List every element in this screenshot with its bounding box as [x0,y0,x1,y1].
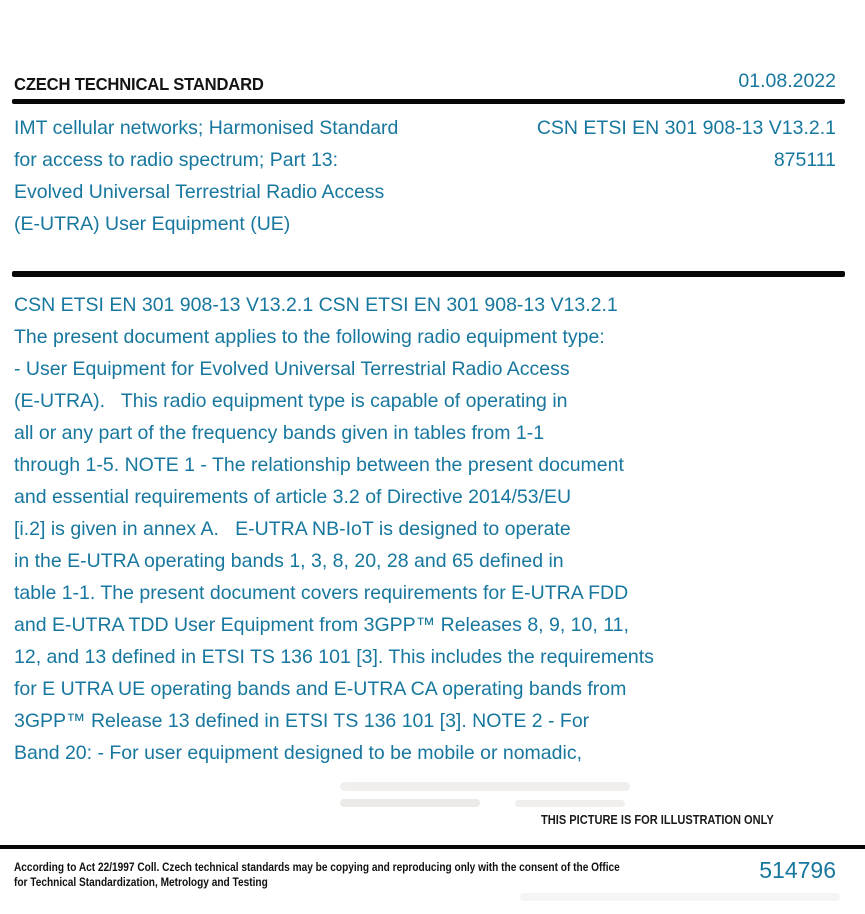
abstract-line: for E UTRA UE operating bands and E-UTRA CA operating bands from [14,678,627,700]
copyright-notice [14,861,620,891]
publication-date: 01.08.2022 [738,70,836,92]
footer-divider-rule [0,845,865,849]
subject-line: for access to radio spectrum; Part 13: [14,149,339,171]
abstract-line: 12, and 13 defined in ETSI TS 136 101 [3]. This includes the requirements [14,646,654,668]
subject-line: Evolved Universal Terrestrial Radio Access [14,181,385,203]
abstract-line: table 1-1. The present document covers requirements for E-UTRA FDD [14,582,629,604]
catalog-number: 875111 [773,149,836,171]
title-divider-rule [12,271,845,277]
faint-watermark [520,893,840,901]
abstract-line: Band 20: - For user equipment designed to be mobile or nomadic, [14,742,582,764]
standard-subject [14,112,398,240]
abstract-line: in the E-UTRA operating bands 1, 3, 8, 20, 28 and 65 defined in [14,550,564,572]
standard-number: CSN ETSI EN 301 908-13 V13.2.1 [536,117,836,139]
abstract-line: - User Equipment for Evolved Universal Terrestrial Radio Access [14,358,570,380]
abstract-line: 3GPP™ Release 13 defined in ETSI TS 136 101 [3]. NOTE 2 - For [14,710,590,732]
abstract-line: through 1-5. NOTE 1 - The relationship between the present document [14,454,624,476]
abstract-line: [i.2] is given in annex A. E-UTRA NB-IoT is designed to operate [14,518,571,540]
copyright-notice-line: According to Act 22/1997 Coll. Czech technical standards may be copying and reproducing only with the consent of the Office [14,862,620,874]
standard-identification [537,112,836,176]
abstract-line: and essential requirements of article 3.2 of Directive 2014/53/EU [14,486,572,508]
faint-watermark [515,800,625,807]
faint-watermark [340,782,630,791]
illustration-only-note: THIS PICTURE IS FOR ILLUSTRATION ONLY [541,812,774,827]
abstract-text [14,289,654,769]
subject-line: IMT cellular networks; Harmonised Standard [14,117,399,139]
faint-watermark [340,799,480,807]
abstract-line: CSN ETSI EN 301 908-13 V13.2.1 CSN ETSI EN 301 908-13 V13.2.1 [14,294,618,316]
subject-line: (E-UTRA) User Equipment (UE) [14,213,291,235]
copyright-notice-line: for Technical Standardization, Metrology and Testing [14,877,268,889]
document-number: 514796 [759,857,836,883]
page-title: CZECH TECHNICAL STANDARD [14,74,264,94]
header-divider-rule [12,99,845,104]
abstract-line: The present document applies to the following radio equipment type: [14,326,605,348]
abstract-line: (E-UTRA). This radio equipment type is capable of operating in [14,390,568,412]
abstract-line: and E-UTRA TDD User Equipment from 3GPP™ Releases 8, 9, 10, 11, [14,614,629,636]
abstract-line: all or any part of the frequency bands given in tables from 1-1 [14,422,545,444]
